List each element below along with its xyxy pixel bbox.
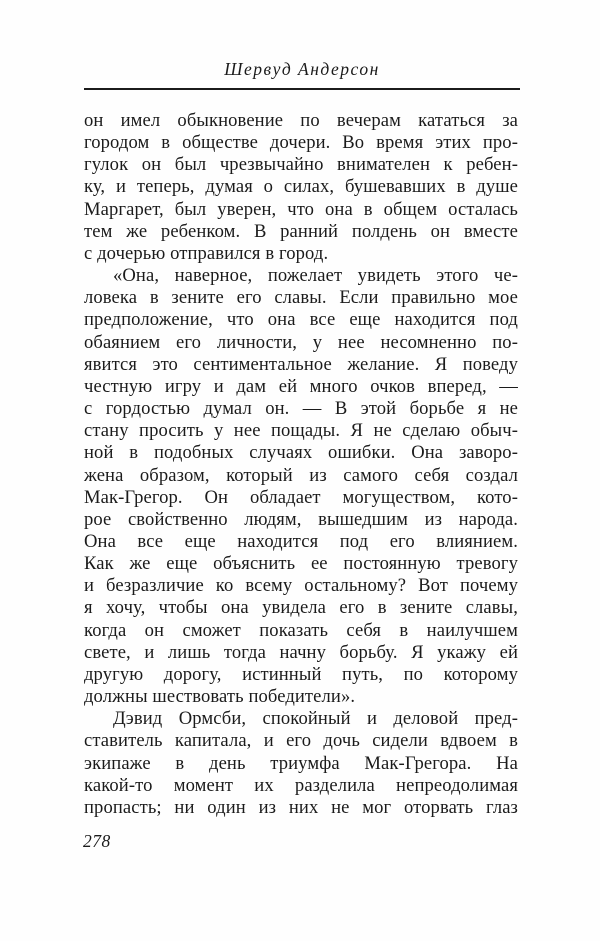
running-header: Шервуд Андерсон [224, 59, 380, 79]
text-line: с гордостью думал он. — В этой борьбе я не [84, 398, 518, 420]
text-line: другую дорогу, истинный путь, по которому [84, 663, 518, 685]
text-line: свете, и лишь тогда начну борьбу. Я укажу ей [84, 641, 518, 663]
text-line: «Она, наверное, пожелает увидеть этого че- [113, 265, 518, 287]
text-line: тем же ребенком. В ранний полдень он вместе [84, 220, 518, 242]
text-line: какой-то момент их разделила непреодолимая [84, 774, 518, 796]
text-line: ловека в зените его славы. Если правильно мое [84, 287, 518, 309]
text-line: ставитель капитала, и его дочь сидели вдвоем в [84, 730, 518, 752]
text-line: пропасть; ни один из них не мог оторвать глаз [84, 796, 518, 818]
page-body [84, 110, 518, 819]
text-line: обаянием его личности, у нее несомненно по- [84, 331, 518, 353]
text-line: Как же еще объяснить ее постоянную тревогу [84, 553, 518, 575]
text-line: рое свойственно людям, вышедшим из народа. [84, 508, 518, 530]
text-line: явится это сентиментальное желание. Я поведу [84, 353, 518, 375]
text-line: гулок он был чрезвычайно внимателен к ребен- [84, 154, 518, 176]
text-line: экипаже в день триумфа Мак-Грегора. На [84, 752, 518, 774]
text-line: Она все еще находится под его влиянием. [84, 530, 518, 552]
text-line: жена образом, который из самого себя создал [84, 464, 518, 486]
text-line: ку, и теперь, думая о силах, бушевавших в душе [84, 176, 518, 198]
text-line: и безразличие ко всему остальному? Вот почему [84, 575, 518, 597]
header-rule [84, 88, 520, 90]
page-number: 278 [83, 831, 111, 851]
text-line: Мак-Грегор. Он обладает могуществом, кото- [84, 486, 518, 508]
text-line: когда он сможет показать себя в наилучшем [84, 619, 518, 641]
text-line: ной в подобных случаях ошибки. Она заворо- [84, 442, 518, 464]
text-line: честную игру и дам ей много очков вперед, — [84, 375, 518, 397]
text-line: я хочу, чтобы она увидела его в зените славы, [84, 597, 518, 619]
text-line: Дэвид Ормсби, спокойный и деловой пред- [113, 708, 518, 730]
text-line: Маргарет, был уверен, что она в общем осталась [84, 198, 518, 220]
text-line: с дочерью отправился в город. [84, 242, 329, 264]
text-line: городом в обществе дочери. Во время этих про- [84, 132, 518, 154]
text-line: он имел обыкновение по вечерам кататься за [84, 110, 518, 131]
text-line: должны шествовать победители». [84, 686, 356, 708]
text-line: стану просить у нее пощады. Я не сделаю обыч- [84, 420, 518, 442]
text-line: предположение, что она все еще находится под [84, 309, 518, 331]
